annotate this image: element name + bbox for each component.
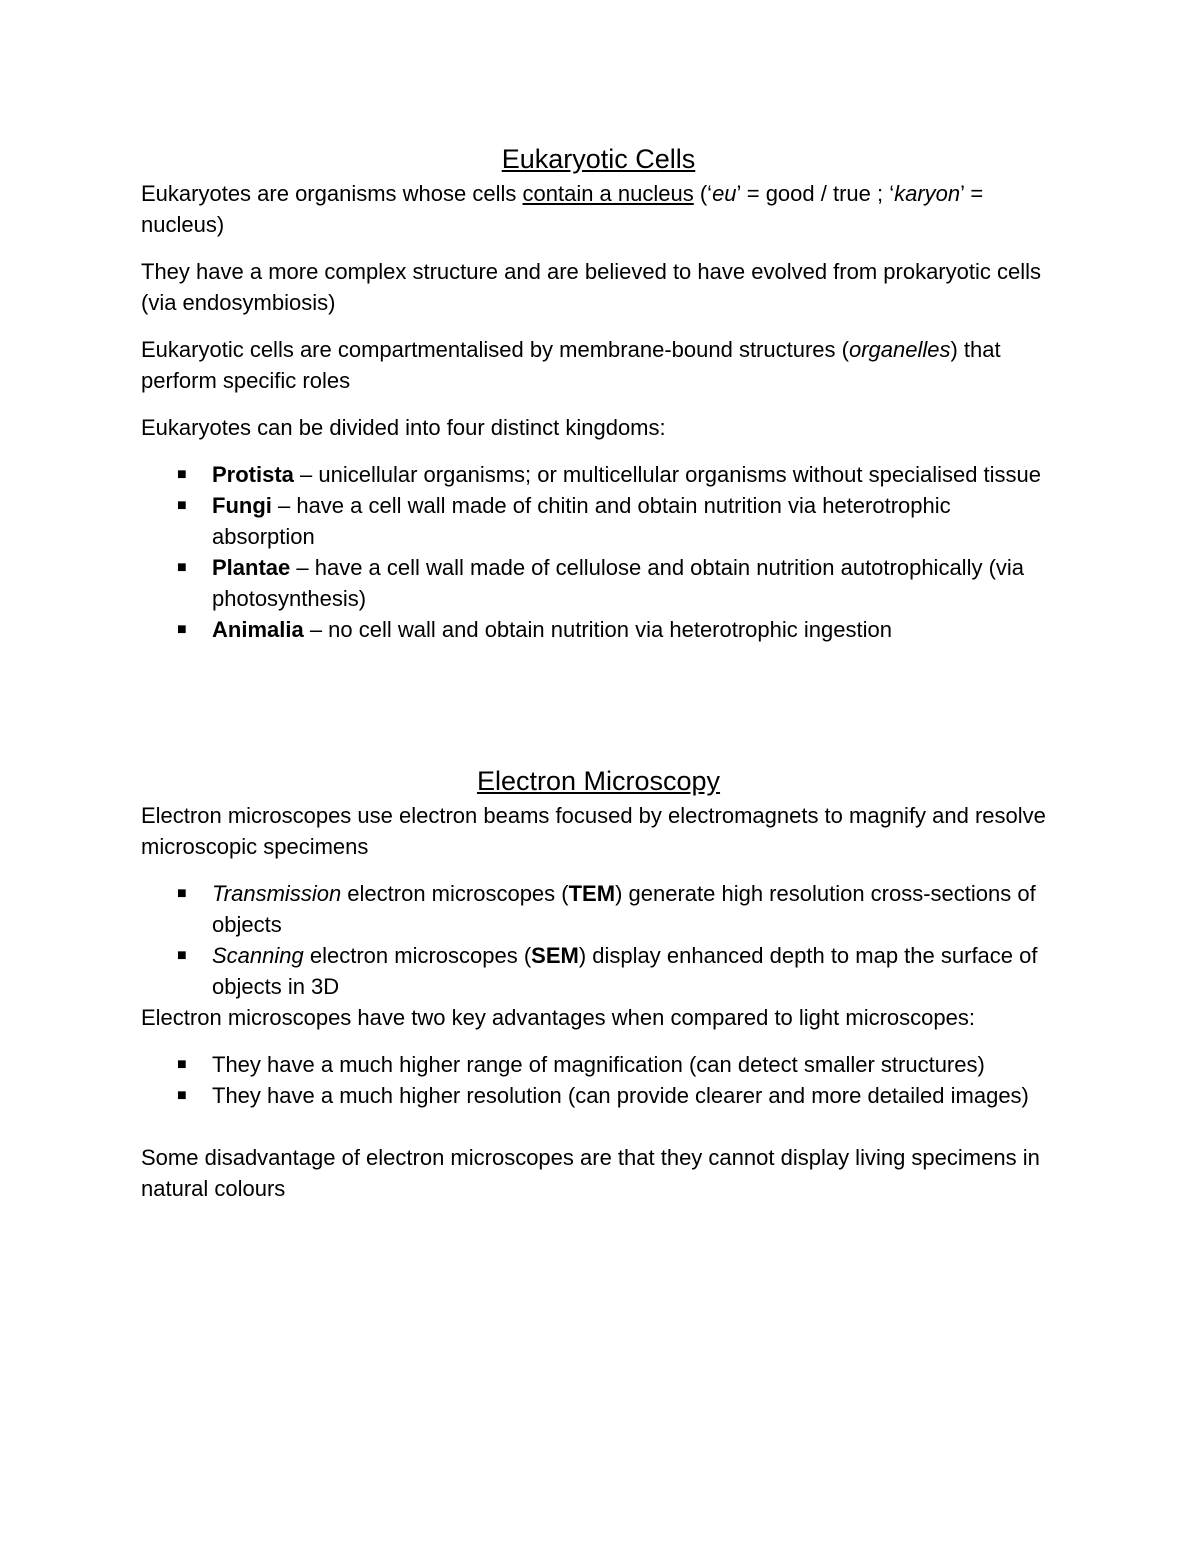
paragraph-advantages-intro: Electron microscopes have two key advantages when compared to light microscopes:	[141, 1005, 975, 1030]
list-item: ■ They have a much higher resolution (can provide clearer and more detailed images)	[141, 1080, 1056, 1111]
kingdoms-list	[141, 459, 1056, 645]
list-item: ■ Protista – unicellular organisms; or multicellular organisms without specialised tissue	[141, 459, 1056, 490]
section-electron-microscopy	[141, 762, 1056, 1204]
advantages-list	[141, 1049, 1056, 1111]
microscope-types-list	[141, 878, 1056, 1002]
list-item: ■ Plantae – have a cell wall made of cellulose and obtain nutrition autotrophically (via photosynthesis)	[141, 552, 1056, 614]
list-item: ■ They have a much higher range of magnification (can detect smaller structures)	[141, 1049, 1056, 1080]
section-title-electron-microscopy: Electron Microscopy	[476, 766, 721, 796]
paragraph-disadvantages: Some disadvantage of electron microscopes are that they cannot display living specimens in natural colours	[141, 1145, 1040, 1201]
square-bullet-icon: ■	[177, 559, 187, 576]
square-bullet-icon: ■	[177, 621, 187, 638]
square-bullet-icon: ■	[177, 466, 187, 483]
paragraph-eukaryote-definition: Eukaryotes are organisms whose cells contain a nucleus (‘eu’ = good / true ; ‘karyon’ = nucleus)	[141, 181, 984, 237]
paragraph-electron-beams: Electron microscopes use electron beams focused by electromagnets to magnify and resolve microscopic specimens	[141, 803, 1046, 859]
paragraph-compartmentalised: Eukaryotic cells are compartmentalised by membrane-bound structures (organelles) that perform specific roles	[141, 337, 1001, 393]
paragraph-complex-structure: They have a more complex structure and are believed to have evolved from prokaryotic cells (via endosymbiosis)	[141, 259, 1041, 315]
square-bullet-icon: ■	[177, 947, 187, 964]
square-bullet-icon: ■	[177, 1056, 187, 1073]
list-item: ■ Animalia – no cell wall and obtain nutrition via heterotrophic ingestion	[141, 614, 1056, 645]
square-bullet-icon: ■	[177, 885, 187, 902]
section-title-eukaryotic-cells: Eukaryotic Cells	[501, 144, 696, 174]
underlined-phrase: contain a nucleus	[522, 181, 694, 206]
list-item: ■ Transmission electron microscopes (TEM) generate high resolution cross-sections of objects	[141, 878, 1056, 940]
list-item: ■ Scanning electron microscopes (SEM) display enhanced depth to map the surface of objects in 3D	[141, 940, 1056, 1002]
square-bullet-icon: ■	[177, 497, 187, 514]
list-item: ■ Fungi – have a cell wall made of chitin and obtain nutrition via heterotrophic absorption	[141, 490, 1056, 552]
square-bullet-icon: ■	[177, 1087, 187, 1104]
paragraph-kingdoms-intro: Eukaryotes can be divided into four distinct kingdoms:	[141, 415, 666, 440]
document-page	[141, 140, 1056, 1220]
